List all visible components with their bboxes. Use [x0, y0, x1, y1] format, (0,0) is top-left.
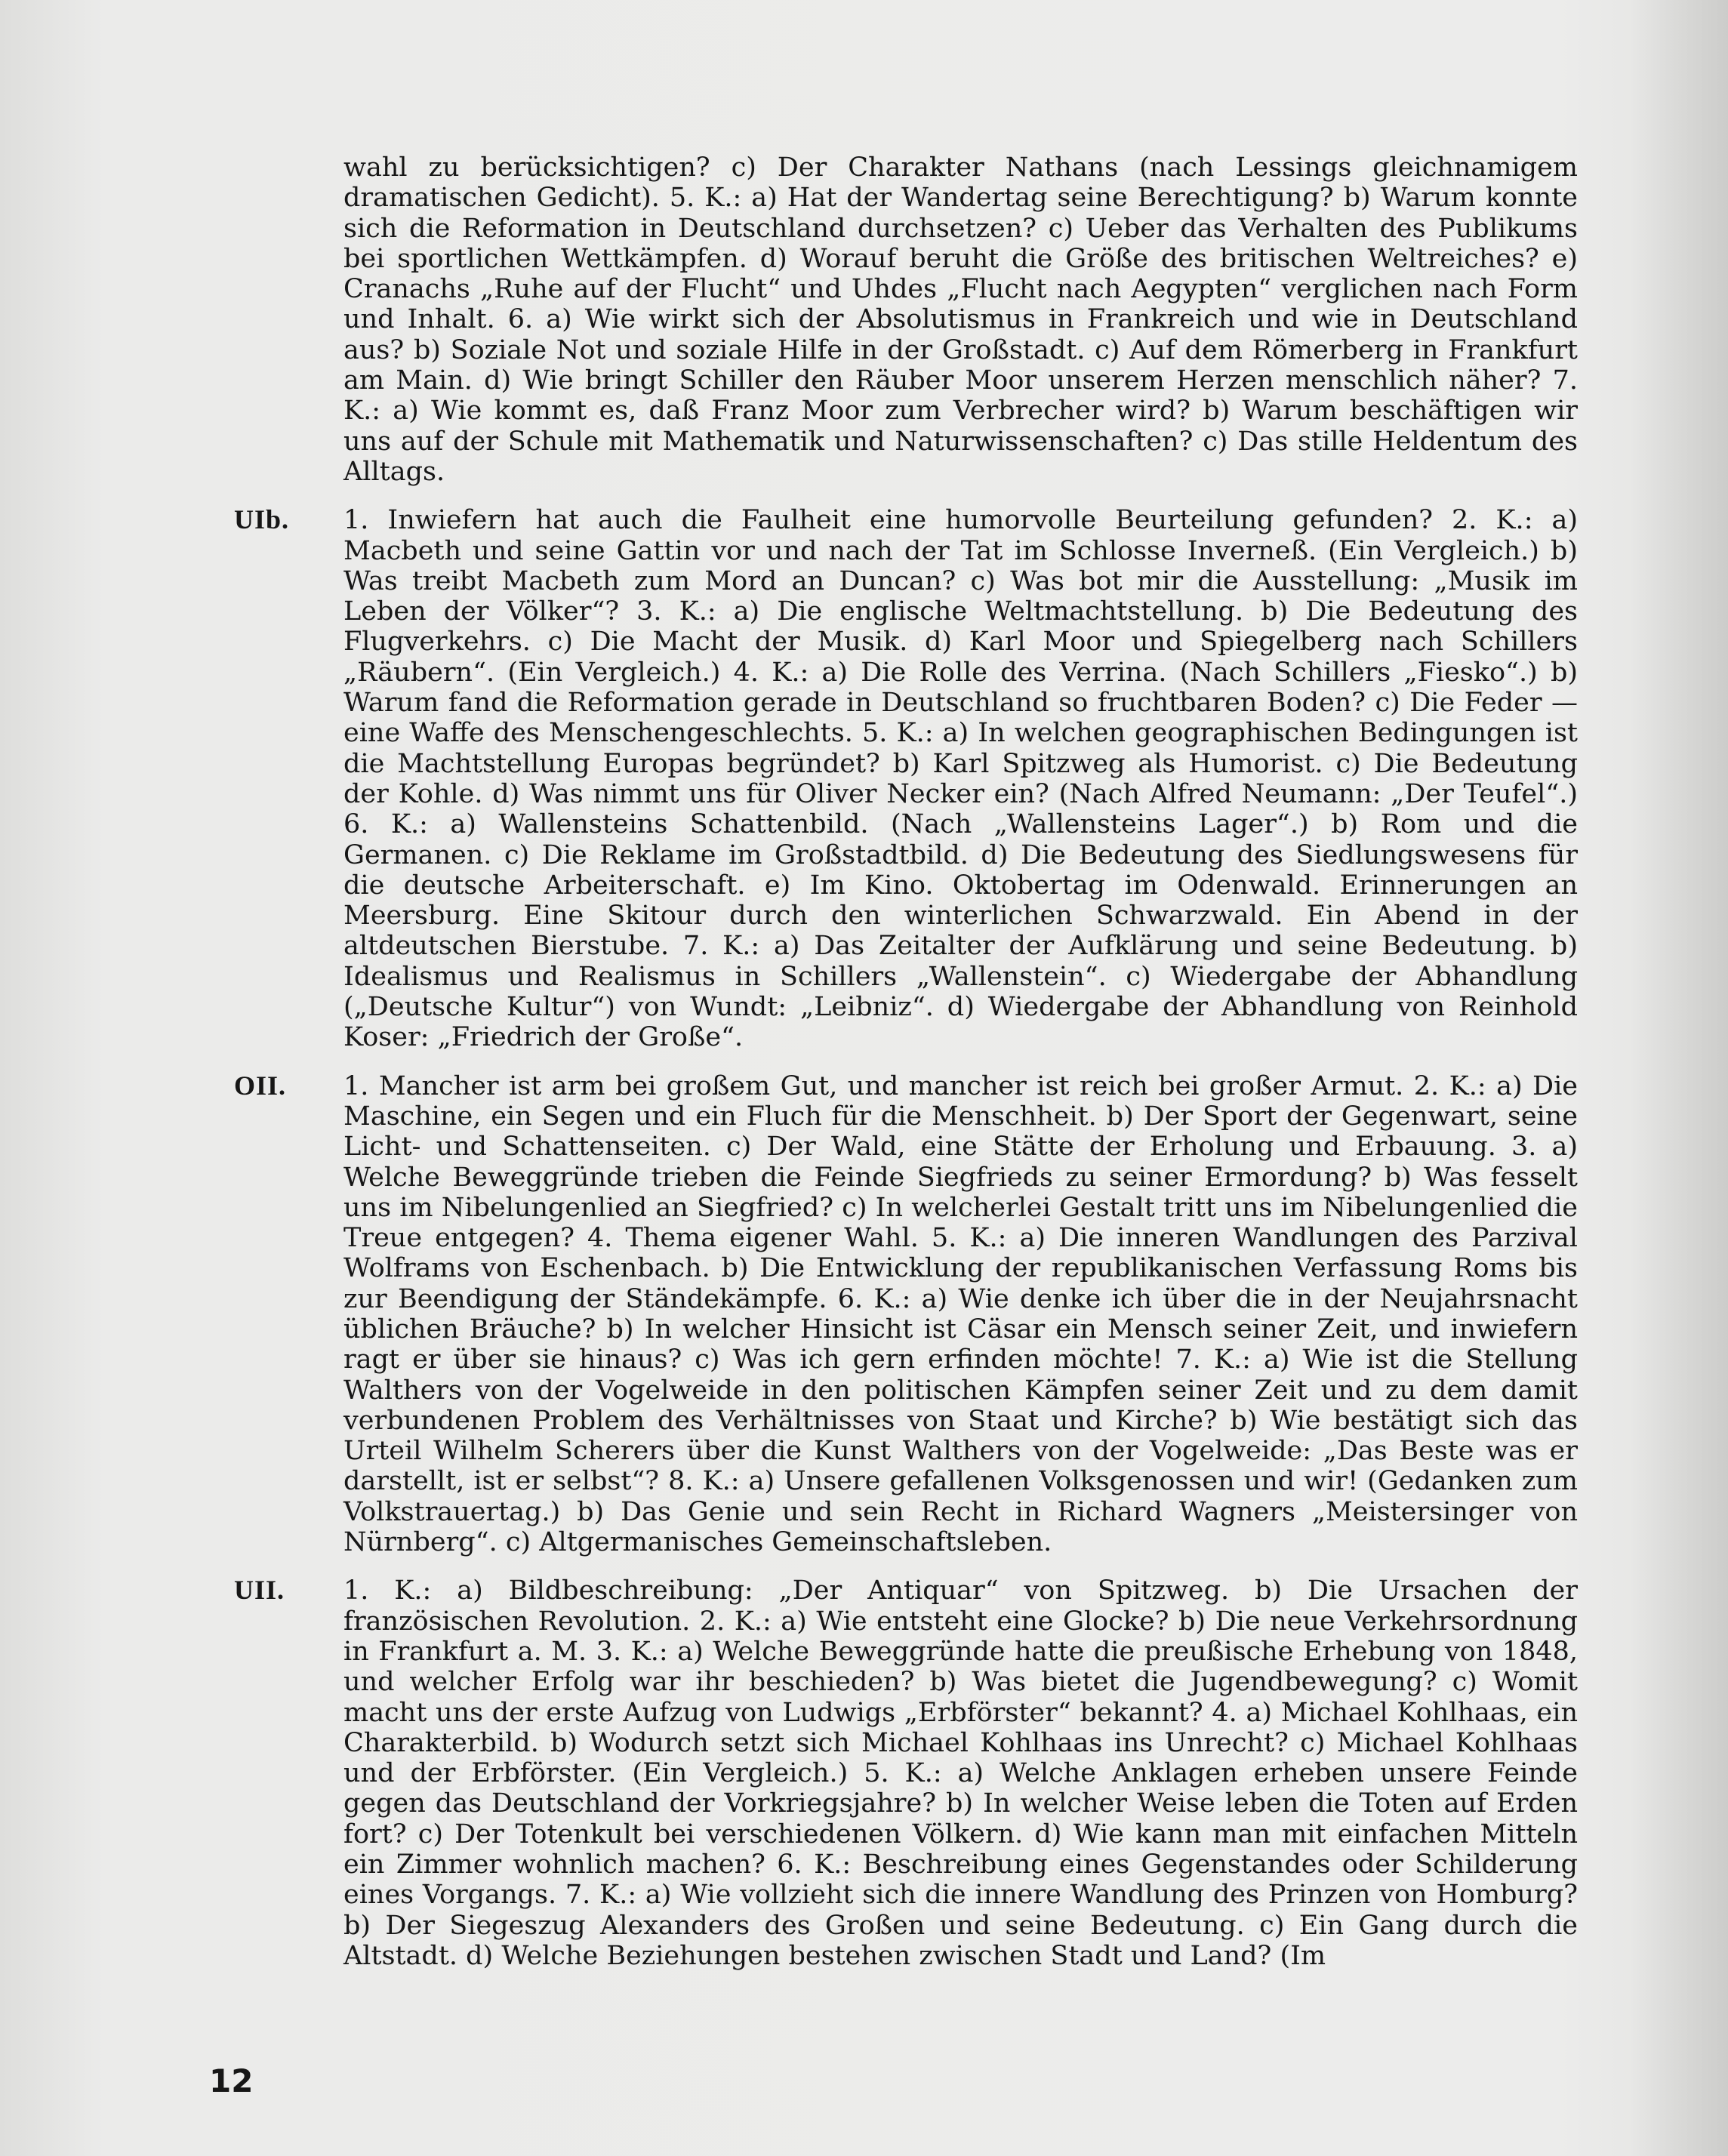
section-uib	[234, 504, 1578, 1053]
section-oii	[234, 1070, 1578, 1558]
section-label-oii: OII.	[234, 1070, 287, 1101]
section-text-uii: 1. K.: a) Bildbeschreibung: „Der Antiquar“ von Spitzweg. b) Die Ursachen der französischen Revolution. 2. K.: a) Wie entsteht eine Glocke? b) Die neue Verkehrsordnung in Frankfurt a. M. 3. K.: a) Welche Beweggründe hatte die preußische Erhebung von 1848, und welcher Erfolg war ihr beschieden? b) Was bietet die Jugendbewegung? c) Womit macht uns der erste Aufzug von Ludwigs „Erbförster“ bekannt? 4. a) Michael Kohlhaas, ein Charakterbild. b) Wodurch setzt sich Michael Kohlhaas ins Unrecht? c) Michael Kohlhaas und der Erbförster. (Ein Vergleich.) 5. K.: a) Welche Anklagen erheben unsere Feinde gegen das Deutschland der Vorkriegsjahre? b) In welcher Weise leben die Toten auf Erden fort? c) Der Totenkult bei verschiedenen Völkern. d) Wie kann man mit einfachen Mitteln ein Zimmer wohnlich machen? 6. K.: Beschreibung eines Gegenstandes oder Schilderung eines Vorgangs. 7. K.: a) Wie vollzieht sich die innere Wandlung des Prinzen von Homburg? b) Der Siegeszug Alexanders des Großen und seine Bedeutung. c) Ein Gang durch die Altstadt. d) Welche Beziehungen bestehen zwischen Stadt und Land? (Im	[343, 1575, 1578, 1971]
section-text-uib: 1. Inwiefern hat auch die Faulheit eine humorvolle Beurteilung gefunden? 2. K.: a) Macbeth und seine Gattin vor und nach der Tat im Schlosse Inverneß. (Ein Vergleich.) b) Was treibt Macbeth zum Mord an Duncan? c) Was bot mir die Ausstellung: „Musik im Leben der Völker“? 3. K.: a) Die englische Weltmachtstellung. b) Die Bedeutung des Flugverkehrs. c) Die Macht der Musik. d) Karl Moor und Spiegelberg nach Schillers „Räubern“. (Ein Vergleich.) 4. K.: a) Die Rolle des Verrina. (Nach Schillers „Fiesko“.) b) Warum fand die Reformation gerade in Deutschland so fruchtbaren Boden? c) Die Feder — eine Waffe des Menschengeschlechts. 5. K.: a) In welchen geographischen Bedingungen ist die Machtstellung Europas begründet? b) Karl Spitzweg als Humorist. c) Die Bedeutung der Kohle. d) Was nimmt uns für Oliver Necker ein? (Nach Alfred Neumann: „Der Teufel“.) 6. K.: a) Wallensteins Schattenbild. (Nach „Wallensteins Lager“.) b) Rom und die Germanen. c) Die Reklame im Großstadtbild. d) Die Bedeutung des Siedlungswesens für die deutsche Arbeiterschaft. e) Im Kino. Oktobertag im Odenwald. Erinnerungen an Meersburg. Eine Skitour durch den winterlichen Schwarzwald. Ein Abend in der altdeutschen Bierstube. 7. K.: a) Das Zeitalter der Aufklärung und seine Bedeutung. b) Idealismus und Realismus in Schillers „Wallenstein“. c) Wiedergabe der Abhandlung („Deutsche Kultur“) von Wundt: „Leibniz“. d) Wiedergabe der Abhandlung von Reinhold Koser: „Friedrich der Große“.	[343, 505, 1578, 1053]
text-column	[234, 152, 1578, 1971]
section-text-oii: 1. Mancher ist arm bei großem Gut, und mancher ist reich bei großer Armut. 2. K.: a) Die Maschine, ein Segen und ein Fluch für die Menschheit. b) Der Sport der Gegenwart, seine Licht- und Schattenseiten. c) Der Wald, eine Stätte der Erholung und Erbauung. 3. a) Welche Beweggründe trieben die Feinde Siegfrieds zu seiner Ermordung? b) Was fesselt uns im Nibelungenlied an Siegfried? c) In welcherlei Gestalt tritt uns im Nibelungenlied die Treue entgegen? 4. Thema eigener Wahl. 5. K.: a) Die inneren Wandlungen des Parzival Wolframs von Eschenbach. b) Die Entwicklung der republikanischen Verfassung Roms bis zur Beendigung der Ständekämpfe. 6. K.: a) Wie denke ich über die in der Neujahrsnacht üblichen Bräuche? b) In welcher Hinsicht ist Cäsar ein Mensch seiner Zeit, und inwiefern ragt er über sie hinaus? c) Was ich gern erfinden möchte! 7. K.: a) Wie ist die Stellung Walthers von der Vogelweide in den politischen Kämpfen seiner Zeit und zu dem damit verbundenen Problem des Verhältnisses von Staat und Kirche? b) Wie bestätigt sich das Urteil Wilhelm Scherers über die Kunst Walthers von der Vogelweide: „Das Beste was er darstellt, ist er selbst“? 8. K.: a) Unsere gefallenen Volksgenossen und wir! (Gedanken zum Volkstrauertag.) b) Das Genie und sein Recht in Richard Wagners „Meistersinger von Nürnberg“. c) Altgermanisches Gemeinschaftsleben.	[343, 1070, 1578, 1558]
intro-paragraph: wahl zu berücksichtigen? c) Der Charakter Nathans (nach Lessings gleichnamigem dramatischen Gedicht). 5. K.: a) Hat der Wandertag seine Berechtigung? b) Warum konnte sich die Reformation in Deutschland durchsetzen? c) Ueber das Verhalten des Publikums bei sportlichen Wettkämpfen. d) Worauf beruht die Größe des britischen Weltreiches? e) Cranachs „Ruhe auf der Flucht“ und Uhdes „Flucht nach Aegypten“ verglichen nach Form und Inhalt. 6. a) Wie wirkt sich der Absolutismus in Frankreich und wie in Deutschland aus? b) Soziale Not und soziale Hilfe in der Großstadt. c) Auf dem Römerberg in Frankfurt am Main. d) Wie bringt Schiller den Räuber Moor unserem Herzen menschlich näher? 7. K.: a) Wie kommt es, daß Franz Moor zum Verbrecher wird? b) Warum beschäftigen wir uns auf der Schule mit Mathematik und Naturwissenschaften? c) Das stille Heldentum des Alltags.	[343, 152, 1578, 487]
section-uii	[234, 1575, 1578, 1971]
section-label-uii: UII.	[234, 1575, 285, 1606]
section-label-uib: UIb.	[234, 504, 290, 535]
page-number: 12	[209, 2062, 254, 2099]
page-gutter-shadow	[1630, 0, 1728, 2156]
